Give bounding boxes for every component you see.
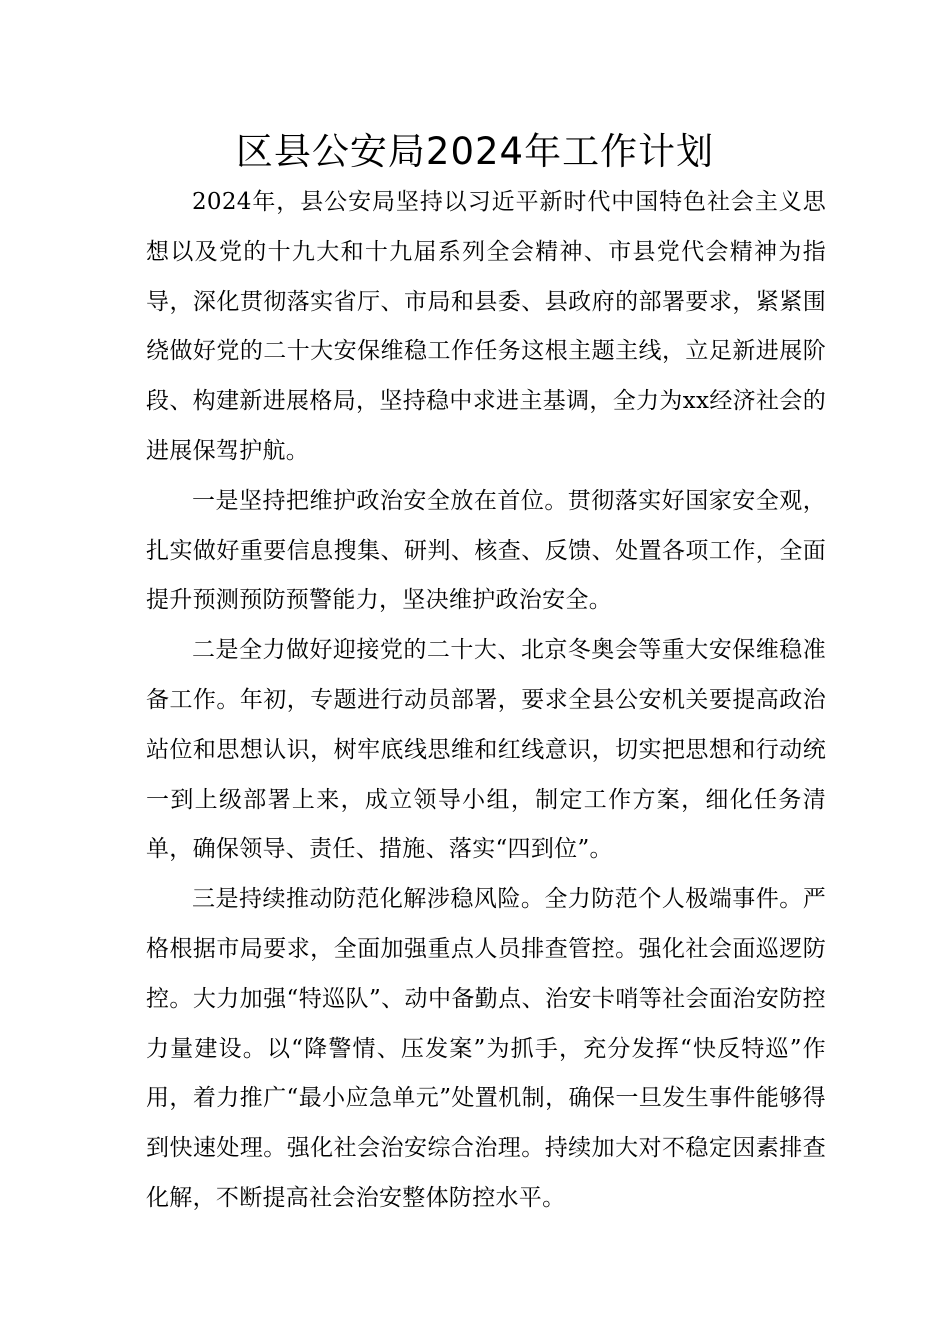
paragraph-security-preparation: 二是全力做好迎接党的二十大、北京冬奥会等重大安保维稳准备工作。年初，专题进行动员部署，要求全县公安机关要提高政治站位和思想认识，树牢底线思维和红线意识，切实把思想和行动统一到上级部署上来，成立领导小组，制定工作方案，细化任务清单，确保领导、责任、措施、落实“四到位”。: [146, 637, 826, 863]
document-body: [146, 178, 826, 1224]
paragraph-intro: 2024年，县公安局坚持以习近平新时代中国特色社会主义思想以及党的十九大和十九届系列全会精神、市县党代会精神为指导，深化贯彻落实省厅、市局和县委、县政府的部署要求，紧紧围绕做好党的二十大安保维稳工作任务这根主题主线，立足新进展阶段、构建新进展格局，坚持稳中求进主基调，全力为xx经济社会的进展保驾护航。: [146, 189, 826, 464]
paragraph-political-security: 一是坚持把维护政治安全放在首位。贯彻落实好国家安全观，扎实做好重要信息搜集、研判、核查、反馈、处置各项工作，全面提升预测预防预警能力，坚决维护政治安全。: [146, 487, 826, 614]
document-title: 区县公安局2024年工作计划: [235, 130, 715, 173]
paragraph-risk-prevention: 三是持续推动防范化解涉稳风险。全力防范个人极端事件。严格根据市局要求，全面加强重点人员排查管控。强化社会面巡逻防控。大力加强“特巡队”、动中备勤点、治安卡哨等社会面治安防控力量建设。以“降警情、压发案”为抓手，充分发挥“快反特巡”作用，着力推广“最小应急单元”处置机制，确保一旦发生事件能够得到快速处理。强化社会治安综合治理。持续加大对不稳定因素排查化解，不断提高社会治安整体防控水平。: [146, 886, 826, 1211]
